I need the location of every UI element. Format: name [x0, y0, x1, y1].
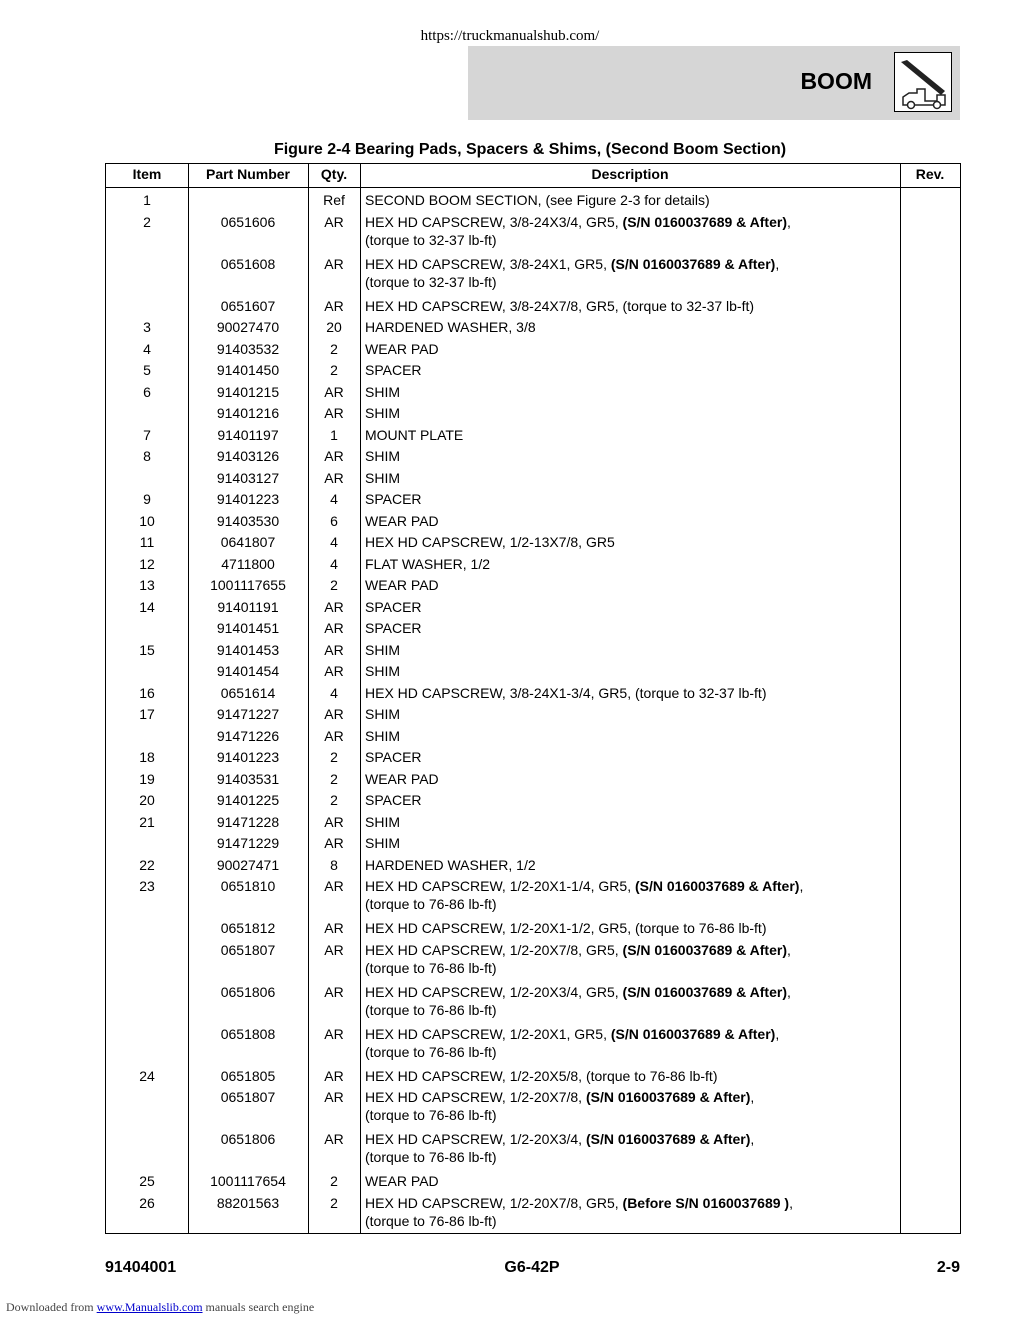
- part-number: 91403127: [216, 469, 280, 486]
- item-number: [106, 1130, 188, 1170]
- item-number: [106, 1025, 188, 1065]
- part-number: 1001117655: [210, 577, 286, 593]
- table-row: [106, 682, 960, 704]
- quantity: AR: [324, 297, 344, 314]
- description-text: HEX HD CAPSCREW, 1/2-20X7/8, GR5,: [365, 941, 623, 958]
- item-number: [106, 1088, 188, 1128]
- description: [360, 361, 905, 381]
- download-suffix: manuals search engine: [202, 1300, 315, 1314]
- parts-table: [105, 163, 961, 1234]
- section-header-band: [468, 46, 960, 120]
- item-number: [106, 469, 188, 489]
- description-text: HEX HD CAPSCREW, 1/2-20X1-1/4, GR5,: [365, 878, 635, 894]
- item-number: [106, 727, 188, 747]
- part-number: 91401223: [216, 749, 280, 765]
- description-text: HEX HD CAPSCREW, 1/2-13X7/8, GR5: [365, 534, 615, 550]
- table-row: [106, 510, 960, 532]
- header-rev: Rev.: [915, 166, 945, 182]
- item-number: 20: [139, 792, 155, 808]
- quantity: AR: [324, 835, 344, 851]
- item-number: 13: [139, 577, 155, 593]
- section-title: BOOM: [800, 68, 872, 94]
- description: [360, 1130, 905, 1170]
- serial-number-note: (S/N 0160037689 & After): [622, 213, 787, 230]
- description-text: HEX HD CAPSCREW, 1/2-20X1-1/2, GR5, (torque to 76-86 lb-ft): [365, 920, 767, 936]
- item-number: 19: [139, 770, 155, 787]
- description: [360, 426, 905, 446]
- quantity: AR: [324, 1067, 344, 1084]
- description: [360, 748, 905, 768]
- description-text: WEAR PAD: [365, 340, 439, 357]
- table-row: [106, 295, 960, 317]
- part-number: 91401215: [216, 383, 280, 400]
- table-row: [106, 359, 960, 381]
- description: [360, 1194, 905, 1234]
- description-text: HEX HD CAPSCREW, 3/8-24X3/4, GR5,: [365, 213, 623, 230]
- table-row: [106, 488, 960, 510]
- serial-number-note: (S/N 0160037689 & After): [585, 1131, 751, 1147]
- serial-number-note: (S/N 0160037689 & After): [634, 878, 800, 894]
- description: [360, 318, 905, 338]
- part-number: 0641807: [220, 534, 276, 550]
- quantity: AR: [324, 727, 344, 744]
- table-row: [106, 1128, 960, 1170]
- part-number: 0651806: [220, 983, 276, 1000]
- torque-note: (torque to 76-86 lb-ft): [365, 1107, 497, 1123]
- description-text: WEAR PAD: [365, 770, 439, 787]
- description: [360, 705, 905, 725]
- description-text: MOUNT PLATE: [365, 426, 464, 443]
- serial-number-note: (S/N 0160037689 & After): [622, 941, 787, 958]
- table-row: [106, 746, 960, 768]
- part-number: 91401450: [216, 362, 280, 378]
- part-number: 90027470: [216, 319, 280, 335]
- part-number: 88201563: [216, 1194, 280, 1211]
- description-text: SHIM: [365, 448, 400, 464]
- table-row: [106, 316, 960, 338]
- table-row: [106, 381, 960, 403]
- quantity: 2: [330, 340, 338, 357]
- description-text: SHIM: [365, 727, 400, 744]
- description-punctuation: ,: [750, 1131, 755, 1147]
- item-number: [106, 619, 188, 639]
- description: [360, 983, 905, 1023]
- description-text: FLAT WASHER, 1/2: [365, 555, 490, 572]
- table-row: [106, 1023, 960, 1065]
- item-number: 23: [139, 878, 155, 894]
- description: [360, 877, 905, 917]
- quantity: AR: [324, 706, 344, 722]
- description-text: SPACER: [365, 749, 422, 765]
- table-row: [106, 1065, 960, 1087]
- part-number: 91471227: [216, 706, 280, 722]
- description: [360, 255, 905, 295]
- part-number: 0651806: [220, 1131, 276, 1147]
- serial-number-note: (S/N 0160037689 & After): [610, 255, 776, 272]
- part-number: 91401453: [216, 641, 280, 658]
- part-number: 0651812: [220, 920, 276, 936]
- quantity: AR: [324, 641, 344, 658]
- description-text: SHIM: [365, 641, 400, 658]
- description: [360, 727, 905, 747]
- table-row: [106, 875, 960, 917]
- description: [360, 1067, 905, 1087]
- table-row: [106, 917, 960, 939]
- table-row: [106, 639, 960, 661]
- quantity: Ref: [323, 192, 345, 208]
- description-text: SECOND BOOM SECTION, (see Figure 2-3 for details): [365, 192, 710, 208]
- table-row: [106, 402, 960, 424]
- part-number: 91401216: [216, 405, 280, 421]
- quantity: AR: [324, 1025, 344, 1042]
- description-text: SHIM: [365, 813, 400, 830]
- description: [360, 191, 905, 211]
- table-row: [106, 660, 960, 682]
- header-item: Item: [132, 166, 162, 182]
- quantity: AR: [324, 920, 344, 936]
- item-number: 8: [143, 448, 151, 464]
- description-text: SPACER: [365, 792, 422, 808]
- description-text: HEX HD CAPSCREW, 3/8-24X1-3/4, GR5, (torque to 32-37 lb-ft): [365, 684, 767, 701]
- description-text: HARDENED WASHER, 1/2: [365, 856, 536, 873]
- description: [360, 662, 905, 682]
- item-number: [106, 662, 188, 682]
- table-row: [106, 832, 960, 854]
- description: [360, 490, 905, 510]
- description: [360, 383, 905, 403]
- description-text: HEX HD CAPSCREW, 1/2-20X7/8, GR5,: [365, 1194, 623, 1211]
- table-row: [106, 981, 960, 1023]
- description: [360, 791, 905, 811]
- description-text: SHIM: [365, 469, 400, 486]
- quantity: 2: [330, 792, 338, 808]
- footer-model: G6-42P: [504, 1259, 560, 1276]
- quantity: 2: [330, 362, 338, 378]
- download-prefix: Downloaded from: [6, 1300, 97, 1314]
- description: [360, 576, 905, 596]
- part-number: 91401225: [216, 792, 280, 808]
- header-qty: Qty.: [320, 166, 348, 182]
- item-number: 5: [143, 362, 151, 378]
- part-number: 0651808: [220, 1025, 276, 1042]
- table-row: [106, 1086, 960, 1128]
- item-number: [106, 255, 188, 295]
- description: [360, 641, 905, 661]
- part-number: 0651807: [220, 941, 276, 958]
- quantity: AR: [324, 663, 344, 679]
- item-number: 14: [139, 598, 155, 615]
- description-text: SPACER: [365, 362, 422, 378]
- description-text: HEX HD CAPSCREW, 3/8-24X7/8, GR5, (torque to 32-37 lb-ft): [365, 297, 755, 314]
- quantity: AR: [324, 1089, 344, 1105]
- quantity: 6: [330, 512, 338, 529]
- part-number: 91401451: [216, 620, 280, 636]
- table-row: [106, 617, 960, 639]
- description: [360, 770, 905, 790]
- description-text: WEAR PAD: [365, 1173, 439, 1189]
- quantity: AR: [324, 405, 344, 421]
- torque-note: (torque to 76-86 lb-ft): [365, 1212, 497, 1229]
- item-number: 18: [139, 749, 155, 765]
- item-number: 2: [143, 213, 151, 230]
- quantity: 4: [330, 491, 338, 507]
- description: [360, 340, 905, 360]
- table-row: [106, 768, 960, 790]
- quantity: 2: [330, 749, 338, 765]
- description-text: HARDENED WASHER, 3/8: [365, 319, 536, 335]
- quantity: 1: [330, 426, 338, 443]
- quantity: 4: [330, 684, 338, 701]
- part-number: [188, 191, 308, 211]
- part-number: 0651614: [220, 684, 276, 701]
- description: [360, 619, 905, 639]
- part-number: 91471229: [216, 835, 280, 851]
- header-description: Description: [591, 166, 669, 182]
- quantity: 2: [330, 1194, 338, 1211]
- description-punctuation: ,: [799, 878, 804, 894]
- description-text: SHIM: [365, 706, 400, 722]
- description-text: HEX HD CAPSCREW, 1/2-20X1, GR5,: [365, 1025, 611, 1042]
- serial-number-note: (S/N 0160037689 & After): [622, 983, 787, 1000]
- item-number: 22: [139, 856, 155, 873]
- quantity: AR: [324, 448, 344, 464]
- description-text: SHIM: [365, 835, 400, 851]
- table-row: [106, 574, 960, 596]
- item-number: [106, 941, 188, 981]
- torque-note: (torque to 76-86 lb-ft): [365, 1043, 497, 1060]
- description: [360, 297, 905, 317]
- item-number: 7: [143, 426, 151, 443]
- description-text: WEAR PAD: [365, 577, 439, 593]
- item-number: [106, 297, 188, 317]
- quantity: AR: [324, 983, 344, 1000]
- torque-note: (torque to 32-37 lb-ft): [365, 231, 497, 248]
- item-number: 26: [139, 1194, 155, 1211]
- table-row: [106, 1170, 960, 1192]
- table-row: [106, 553, 960, 575]
- table-row: [106, 596, 960, 618]
- download-note: [6, 1300, 314, 1315]
- description-punctuation: ,: [775, 255, 780, 272]
- description-punctuation: ,: [775, 1025, 780, 1042]
- part-number: 0651807: [220, 1089, 276, 1105]
- serial-number-note: (Before S/N 0160037689 ): [622, 1194, 790, 1211]
- description: [360, 404, 905, 424]
- torque-note: (torque to 76-86 lb-ft): [365, 896, 497, 912]
- header-divider: [106, 187, 960, 188]
- part-number: 91401454: [216, 663, 280, 679]
- description: [360, 1025, 905, 1065]
- figure-title: Figure 2-4 Bearing Pads, Spacers & Shims, (Second Boom Section): [273, 141, 787, 158]
- quantity: 2: [330, 577, 338, 593]
- footer-doc-number: 91404001: [105, 1259, 177, 1276]
- part-number: 91471228: [216, 813, 280, 830]
- description: [360, 598, 905, 618]
- description-punctuation: ,: [786, 941, 791, 958]
- description: [360, 813, 905, 833]
- part-number: 0651608: [220, 255, 276, 272]
- item-number: 9: [143, 491, 151, 507]
- part-number: 1001117654: [210, 1173, 286, 1189]
- description: [360, 1172, 905, 1192]
- description-text: SHIM: [365, 383, 400, 400]
- table-row: [106, 338, 960, 360]
- item-number: 25: [139, 1173, 155, 1189]
- item-number: [106, 919, 188, 939]
- item-number: 15: [139, 641, 155, 658]
- quantity: 8: [330, 856, 338, 873]
- quantity: 2: [330, 770, 338, 787]
- table-row: [106, 854, 960, 876]
- description-text: SHIM: [365, 663, 400, 679]
- item-number: 12: [139, 555, 155, 572]
- quantity: AR: [324, 383, 344, 400]
- description: [360, 856, 905, 876]
- torque-note: (torque to 76-86 lb-ft): [365, 1001, 497, 1018]
- description-text: WEAR PAD: [365, 512, 439, 529]
- table-row: [106, 189, 960, 211]
- table-row: [106, 939, 960, 981]
- quantity: AR: [324, 469, 344, 486]
- table-row: [106, 211, 960, 253]
- description: [360, 834, 905, 854]
- description-text: HEX HD CAPSCREW, 1/2-20X3/4, GR5,: [365, 983, 623, 1000]
- quantity: 4: [330, 534, 338, 550]
- item-number: 21: [139, 813, 155, 830]
- table-row: [106, 725, 960, 747]
- part-number: 91401223: [216, 491, 280, 507]
- serial-number-note: (S/N 0160037689 & After): [610, 1025, 776, 1042]
- table-row: [106, 703, 960, 725]
- item-number: [106, 834, 188, 854]
- part-number: 4711800: [221, 555, 275, 572]
- description: [360, 447, 905, 467]
- description: [360, 469, 905, 489]
- part-number: 90027471: [216, 856, 280, 873]
- torque-note: (torque to 76-86 lb-ft): [365, 1149, 497, 1165]
- table-row: [106, 445, 960, 467]
- description: [360, 555, 905, 575]
- quantity: 4: [330, 555, 338, 572]
- source-url: https://truckmanualshub.com/: [420, 28, 600, 44]
- part-number: 0651607: [220, 297, 276, 314]
- item-number: 3: [143, 319, 151, 335]
- quantity: AR: [324, 1131, 344, 1147]
- torque-note: (torque to 32-37 lb-ft): [365, 273, 497, 290]
- description-text: HEX HD CAPSCREW, 1/2-20X3/4,: [365, 1131, 586, 1147]
- quantity: AR: [324, 255, 344, 272]
- item-number: 4: [143, 340, 151, 357]
- description-punctuation: ,: [750, 1089, 755, 1105]
- description-punctuation: ,: [789, 1194, 793, 1211]
- item-number: [106, 983, 188, 1023]
- table-row: [106, 789, 960, 811]
- description-punctuation: ,: [786, 213, 791, 230]
- quantity: AR: [324, 598, 344, 615]
- serial-number-note: (S/N 0160037689 & After): [585, 1089, 751, 1105]
- quantity: AR: [324, 878, 344, 894]
- description: [360, 684, 905, 704]
- item-number: 1: [143, 192, 151, 208]
- part-number: 91403530: [216, 512, 280, 529]
- quantity: AR: [324, 813, 344, 830]
- item-number: 16: [139, 684, 155, 701]
- table-row: [106, 424, 960, 446]
- description-text: SHIM: [365, 405, 400, 421]
- boom-icon: [894, 52, 952, 112]
- description-text: HEX HD CAPSCREW, 3/8-24X1, GR5,: [365, 255, 611, 272]
- part-number: 0651810: [220, 878, 276, 894]
- quantity: AR: [324, 213, 344, 230]
- item-number: 10: [139, 512, 155, 529]
- description-text: HEX HD CAPSCREW, 1/2-20X7/8,: [365, 1089, 586, 1105]
- part-number: 91403126: [216, 448, 280, 464]
- quantity: 2: [330, 1173, 338, 1189]
- manualslib-link[interactable]: www.Manualslib.com: [96, 1300, 203, 1314]
- quantity: 20: [326, 319, 342, 335]
- part-number: 0651606: [220, 213, 276, 230]
- quantity: AR: [324, 941, 344, 958]
- item-number: 24: [139, 1067, 155, 1084]
- item-number: 17: [139, 706, 155, 722]
- table-body: [106, 189, 960, 1234]
- description: [360, 919, 905, 939]
- part-number: 91403532: [216, 340, 280, 357]
- description-text: SPACER: [365, 598, 422, 615]
- part-number: 91401191: [217, 598, 279, 615]
- quantity: AR: [324, 620, 344, 636]
- header-part-number: Part Number: [205, 166, 291, 182]
- description-text: SPACER: [365, 620, 422, 636]
- table-row: [106, 1192, 960, 1234]
- description: [360, 941, 905, 981]
- item-number: 6: [143, 383, 151, 400]
- description: [360, 213, 905, 253]
- part-number: 91401197: [217, 426, 279, 443]
- table-row: [106, 811, 960, 833]
- description-text: HEX HD CAPSCREW, 1/2-20X5/8, (torque to 76-86 lb-ft): [365, 1067, 718, 1084]
- description: [360, 512, 905, 532]
- part-number: 0651805: [220, 1067, 276, 1084]
- description-punctuation: ,: [786, 983, 791, 1000]
- footer-page-number: 2-9: [936, 1259, 960, 1276]
- part-number: 91403531: [216, 770, 280, 787]
- table-row: [106, 531, 960, 553]
- table-row: [106, 253, 960, 295]
- item-number: 11: [139, 534, 155, 550]
- table-row: [106, 467, 960, 489]
- description: [360, 1088, 905, 1128]
- torque-note: (torque to 76-86 lb-ft): [365, 959, 497, 976]
- item-number: [106, 404, 188, 424]
- description-text: SPACER: [365, 491, 422, 507]
- description: [360, 533, 905, 553]
- part-number: 91471226: [216, 727, 280, 744]
